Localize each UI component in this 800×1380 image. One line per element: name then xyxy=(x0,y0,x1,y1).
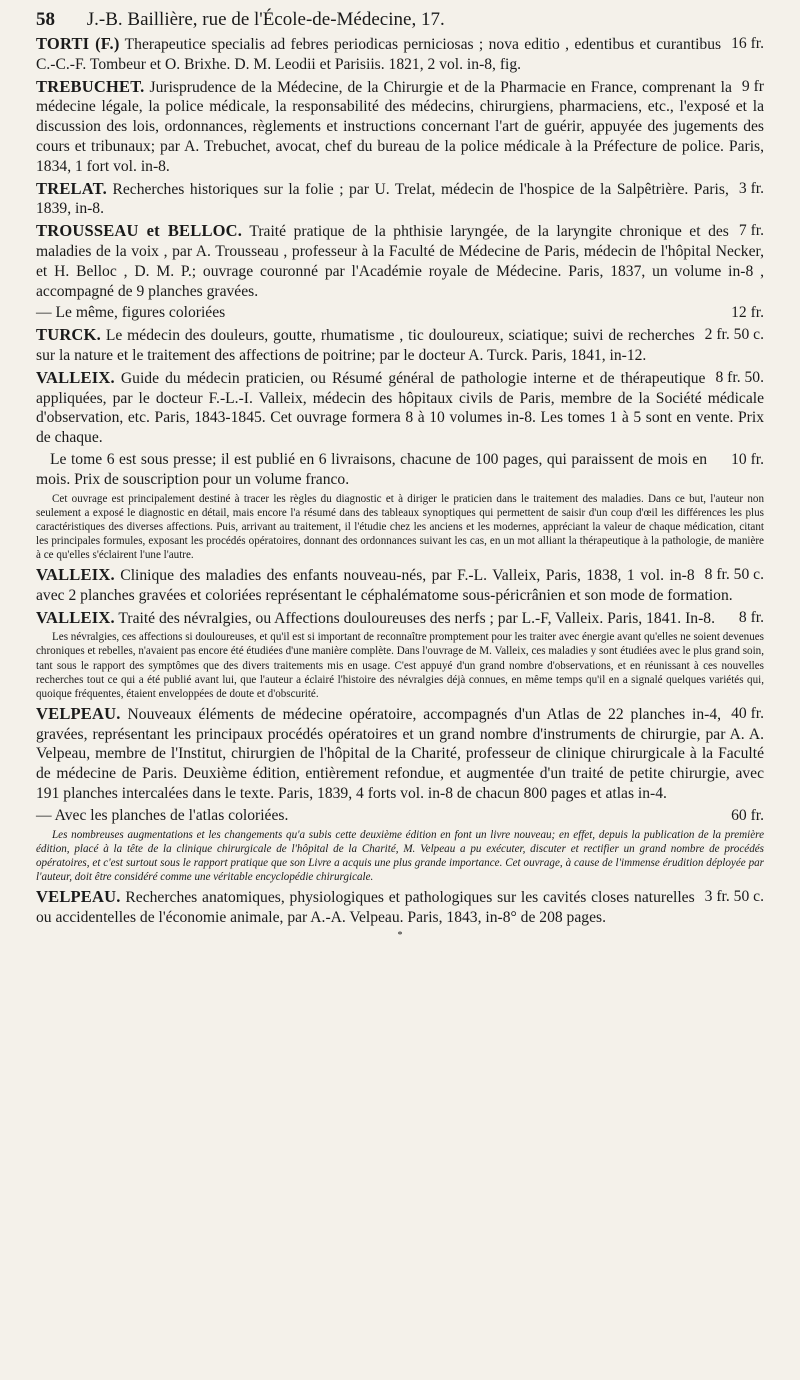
catalogue-entry xyxy=(36,565,764,606)
catalogue-entry xyxy=(36,887,764,928)
entry-body: Guide du médecin praticien, ou Résumé général de pathologie interne et de thérapeutique appliquées, par le docteur F.-L.-I. Valleix, médecin des hôpitaux civils de Paris, membre de la Société médicale d'observation, etc. Paris, 1843-1845. Cet ouvrage formera 8 à 10 volumes in-8. Les tomes 1 à 5 sont en vente. Prix de chaque. xyxy=(36,369,764,447)
entry-price: 16 fr. xyxy=(731,35,764,52)
entry-author: TORTI (F.) xyxy=(36,34,120,53)
entry-note: Cet ouvrage est principalement destiné à tracer les règles du diagnostic et à diriger le praticien dans le traitement des maladies. Dans ce but, l'auteur non seulement a exposé le diagnostic en détail, mais encore l'a résumé dans des tableaux synoptiques qui permettent de saisir d'un coup d'œil les différences les plus caractéristiques des diverses affections. Puis, arrivant au traitement, il l'étudie chez les anciens et les modernes, appréciant la valeur de chaque médication, citant les principales formules, exposant les procédés opératoires, donnant des ordonnances suivant les cas, en un mot alliant la thérapeutique à la pathologie, de manière à ce qu'elles s'éclairent l'une l'autre. xyxy=(36,492,764,561)
entry-price: 8 fr. xyxy=(738,608,764,626)
entry-author: VALLEIX. xyxy=(36,565,115,584)
catalogue-subentry xyxy=(36,450,764,490)
entry-body: Clinique des maladies des enfants nouveau-nés, par F.-L. Valleix, Paris, 1838, 1 vol. in-8 avec 2 planches gravées et coloriées représentant le céphalématome sous-péricrânien et son mode de formation. xyxy=(36,567,733,604)
catalogue-entry xyxy=(36,368,764,448)
entry-price: 60 fr. xyxy=(731,806,764,824)
entry-author: TREBUCHET. xyxy=(36,76,145,96)
catalogue-entry xyxy=(36,704,764,804)
entry-body: Recherches anatomiques, physiologiques et pathologiques sur les cavités closes naturelles ou accidentelles de l'économie animale, par A.-A. Velpeau. Paris, 1843, in-8° de 208 pages. xyxy=(36,889,695,926)
entry-author: TRELAT. xyxy=(36,178,107,198)
entry-price: 8 fr. 50 c. xyxy=(704,566,764,583)
entry-body: Traité pratique de la phthisie laryngée, de la laryngite chronique et des maladies de la voix , par A. Trousseau , professeur à la Faculté de Médecine de Paris, médecin de l'hôpital Necker, et H. Belloc , D. M. P.; ouvrage couronné par l'Académie royale de Médecine. Paris, 1837, un volume in-8 , accompagné de 9 planches gravées. xyxy=(36,223,764,300)
entry-price: 40 fr. xyxy=(731,704,764,722)
entry-price: 8 fr. 50. xyxy=(715,368,764,386)
entry-body: Le médecin des douleurs, goutte, rhumatisme , tic douloureux, sciatique; suivi de recherches sur la nature et le traitement des affections de poitrine; par le docteur A. Turck. Paris, 1841, in-12. xyxy=(36,327,695,364)
entry-author: VELPEAU. xyxy=(36,887,121,907)
running-head xyxy=(36,8,764,34)
catalogue-entry xyxy=(36,608,764,629)
entry-body: Recherches historiques sur la folie ; par U. Trelat, médecin de l'hospice de la Salpêtrière. Paris, 1839, in-8. xyxy=(36,180,729,218)
page-number: 58 xyxy=(36,9,55,30)
catalogue-entry xyxy=(36,77,764,177)
entry-body: Le tome 6 est sous presse; il est publié en 6 livraisons, chacune de 100 pages, qui paraissent de mois en mois. Prix de souscription pour un volume franco. xyxy=(36,450,708,488)
entry-body: Therapeutice specialis ad febres periodicas perniciosas ; nova editio , edentibus et curantibus C.-C.-F. Tombeur et O. Brixhe. D. M. Leodii et Parisiis. 1821, 2 vol. in-8, fig. xyxy=(36,36,722,73)
catalogue-subentry xyxy=(36,806,764,826)
entry-body: Traité des névralgies, ou Affections douloureuses des nerfs ; par L.-F, Valleix. Paris, 1841. In-8. xyxy=(114,609,715,627)
catalogue-entry xyxy=(36,221,764,301)
entry-price: 10 fr. xyxy=(731,450,764,468)
entry-price: 3 fr. 50 c. xyxy=(704,888,764,906)
entry-note: Les nombreuses augmentations et les changements qu'a subis cette deuxième édition en font un livre nouveau; en effet, depuis la publication de la première édition, placé à la tête de la clinique chirurgicale de l'hôpital de la Charité, M. Velpeau a pu exécuter, discuter et rectifier un grand nombre de procédés opératoires, et c'est surtout sous le rapport pratique que son Livre a acquis une plus grande importance. Cet ouvrage, à cause de l'immense érudition déployée par l'auteur, doit être considéré comme une véritable encyclopédie chirurgicale. xyxy=(36,828,764,883)
entry-note: Les névralgies, ces affections si douloureuses, et qu'il est si important de reconnaître promptement pour les traiter avec énergie avant qu'elles ne soient devenues chroniques et rebelles, n'avaient pas encore été étudiées d'une manière complète. Dans l'ouvrage de M. Valleix, ces maladies y sont étudiées avec le plus grand soin, tant sous le rapport des symptômes que des divers traitements mis en usage. C'est appuyé d'un grand nombre d'observations, et en réunissant à ces nouvelles recherches tout ce qui a été publié avant lui, que l'auteur a éclairé l'histoire des névralgies déjà connues, en même temps qu'il en a signalé quelques variétés qui, quoique fréquentes, étaient enveloppées de doute et d'obscurité. xyxy=(36,631,764,700)
signature-mark: * xyxy=(397,929,403,941)
catalogue-entry xyxy=(36,325,764,366)
entry-author: VALLEIX. xyxy=(36,367,115,387)
catalogue-entry xyxy=(36,179,764,220)
entry-author: TURCK. xyxy=(36,325,101,345)
entry-body: — Le même, figures coloriées xyxy=(36,304,226,322)
catalogue-page xyxy=(36,0,764,941)
entry-author: TROUSSEAU et BELLOC. xyxy=(36,221,243,241)
entry-price: 3 fr. xyxy=(738,179,764,197)
entry-price: 2 fr. 50 c. xyxy=(704,326,764,344)
entry-author: VALLEIX. xyxy=(36,607,115,627)
entry-body: — Avec les planches de l'atlas coloriées. xyxy=(36,806,289,824)
entry-price: 7 fr. xyxy=(738,222,764,240)
entry-price: 12 fr. xyxy=(731,304,764,322)
entry-body: Nouveaux éléments de médecine opératoire, accompagnés d'un Atlas de 22 planches in-4, gravées, représentant les principaux procédés opératoires et un grand nombre d'instruments de chirurgie, par A. A. Velpeau, membre de l'Institut, chirurgien de l'hôpital de la Charité, professeur de clinique chirurgicale à la Faculté de médecine de Paris. Deuxième édition, entièrement refondue, et augmentée d'un traité de petite chirurgie, avec 191 planches intercalées dans le texte. Paris, 1839, 4 forts vol. in-8 de chacun 800 pages et atlas in-4. xyxy=(36,705,764,803)
catalogue-entry xyxy=(36,34,764,75)
publisher-address: J.-B. Baillière, rue de l'École-de-Médecine, 17. xyxy=(86,9,445,30)
entry-author: VELPEAU. xyxy=(36,703,121,723)
catalogue-subentry xyxy=(36,303,764,323)
entry-price: 9 fr xyxy=(741,77,764,95)
entry-body: Jurisprudence de la Médecine, de la Chirurgie et de la Pharmacie en France, comprenant la médecine légale, la police médicale, la responsabilité des médecins, chirurgiens, pharmaciens, etc., l'exposé et la discussion des lois, ordonnances, règlements et instructions concernant l'art de guérir, appuyée des jugements des cours et tribunaux; par A. Trebuchet, avocat, chef du bureau de la police médicale à la Préfecture de police. Paris, 1834, 1 fort vol. in-8. xyxy=(36,78,764,175)
